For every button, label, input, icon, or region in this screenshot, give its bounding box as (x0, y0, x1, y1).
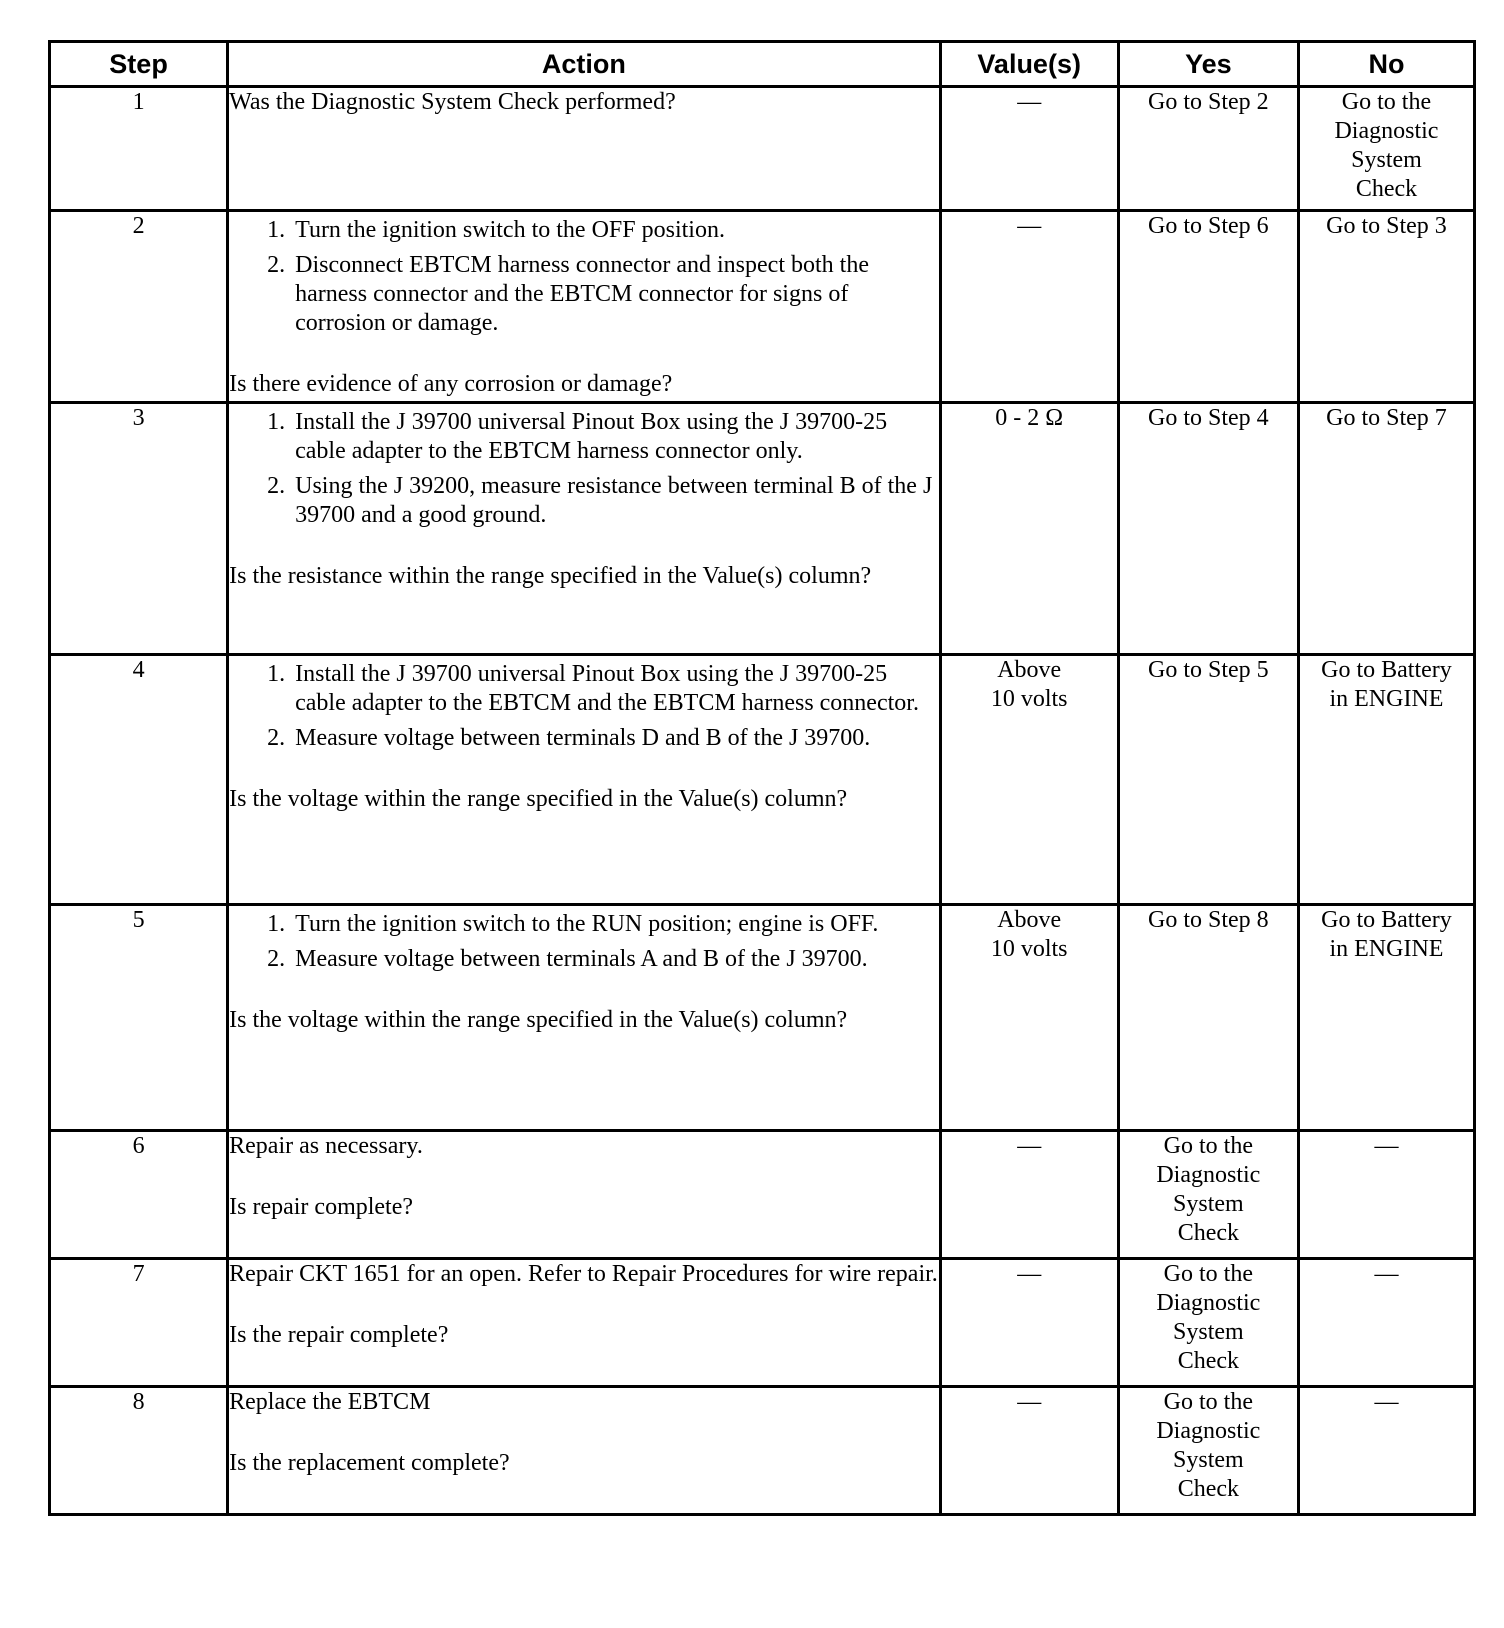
value-cell-line: — (1017, 1133, 1042, 1159)
value-cell-line: — (1017, 213, 1042, 239)
no-cell-line: in ENGINE (1329, 936, 1444, 962)
no-cell (1298, 655, 1474, 905)
yes-cell-line: Check (1177, 1476, 1239, 1502)
action-cell (228, 211, 941, 403)
yes-cell-line: System (1173, 1447, 1244, 1473)
table-row (50, 1131, 1475, 1259)
table-row (50, 403, 1475, 655)
table-row (50, 87, 1475, 211)
action-step-item: 2. Disconnect EBTCM harness connector and inspect both the harness connector and the EBTCM connector for signs of corrosion or damage. (291, 251, 939, 338)
table-row (50, 1387, 1475, 1515)
action-step-item: 2. Using the J 39200, measure resistance between terminal B of the J 39700 and a good ground. (291, 472, 939, 530)
yes-cell-line: Go to the (1163, 1261, 1253, 1287)
step-number: 4 (50, 655, 228, 905)
value-cell (940, 1259, 1118, 1387)
value-cell-line: — (1017, 1261, 1042, 1287)
action-cell (228, 655, 941, 905)
value-cell (940, 211, 1118, 403)
action-cell (228, 1131, 941, 1259)
step-number: 8 (50, 1387, 228, 1515)
no-cell-line: Check (1355, 176, 1418, 202)
step-number: 1 (50, 87, 228, 211)
no-cell (1298, 1259, 1474, 1387)
diagnostic-table (48, 40, 1476, 1516)
header-row (50, 42, 1475, 87)
no-cell-line: Go to Battery (1321, 907, 1452, 933)
table-row (50, 905, 1475, 1131)
table-row (50, 1259, 1475, 1387)
action-text: Repair CKT 1651 for an open. Refer to Repair Procedures for wire repair. (229, 1261, 938, 1287)
value-cell-line: 0 - 2 Ω (995, 405, 1064, 431)
header-action: Action (228, 42, 941, 87)
step-number: 6 (50, 1131, 228, 1259)
value-cell-line: — (1017, 1389, 1042, 1415)
yes-cell-line: System (1173, 1319, 1244, 1345)
value-cell (940, 1387, 1118, 1515)
no-cell (1298, 905, 1474, 1131)
no-cell-line: — (1374, 1133, 1399, 1159)
yes-cell (1118, 1259, 1298, 1387)
table-row (50, 655, 1475, 905)
no-cell (1298, 403, 1474, 655)
no-cell-line: Go to the (1341, 89, 1432, 115)
yes-cell-line: System (1173, 1191, 1244, 1217)
no-cell (1298, 1387, 1474, 1515)
header-values: Value(s) (940, 42, 1118, 87)
action-question: Is the replacement complete? (229, 1450, 510, 1476)
yes-cell-line: Diagnostic (1156, 1162, 1261, 1188)
action-question: Is the voltage within the range specified in the Value(s) column? (229, 1007, 848, 1033)
action-step-item: 2. Measure voltage between terminals A and B of the J 39700. (291, 945, 939, 974)
step-number: 3 (50, 403, 228, 655)
action-cell (228, 905, 941, 1131)
value-cell (940, 905, 1118, 1131)
no-cell-line: Go to Battery (1321, 657, 1452, 683)
value-cell (940, 655, 1118, 905)
value-cell-line: Above (997, 907, 1062, 933)
action-question: Is the voltage within the range specified in the Value(s) column? (229, 786, 848, 812)
no-cell-line: System (1351, 147, 1422, 173)
action-step-list (229, 910, 939, 974)
step-number: 2 (50, 211, 228, 403)
yes-cell (1118, 403, 1298, 655)
no-cell-line: — (1374, 1389, 1399, 1415)
yes-cell-line: Go to the (1163, 1133, 1253, 1159)
value-cell-line: 10 volts (990, 686, 1068, 712)
action-step-item: 1. Turn the ignition switch to the RUN position; engine is OFF. (291, 910, 939, 939)
header-yes: Yes (1118, 42, 1298, 87)
yes-cell (1118, 1387, 1298, 1515)
action-cell (228, 1387, 941, 1515)
action-cell (228, 403, 941, 655)
action-cell (228, 87, 941, 211)
step-number: 7 (50, 1259, 228, 1387)
value-cell (940, 1131, 1118, 1259)
yes-cell (1118, 1131, 1298, 1259)
action-step-list (229, 660, 939, 753)
yes-cell-line: Go to Step 6 (1148, 213, 1269, 239)
no-cell-line: Go to Step 7 (1326, 405, 1447, 431)
yes-cell-line: Go to Step 8 (1148, 907, 1269, 933)
action-question: Is repair complete? (229, 1194, 414, 1220)
no-cell (1298, 87, 1474, 211)
table-body (50, 87, 1475, 1515)
table-row (50, 211, 1475, 403)
no-cell (1298, 211, 1474, 403)
yes-cell-line: Check (1177, 1348, 1239, 1374)
no-cell (1298, 1131, 1474, 1259)
action-step-item: 1. Turn the ignition switch to the OFF position. (291, 216, 939, 245)
value-cell-line: — (1017, 89, 1042, 115)
action-step-item: 1. Install the J 39700 universal Pinout Box using the J 39700-25 cable adapter to the EBTCM and the EBTCM harness connector. (291, 660, 939, 718)
yes-cell-line: Go to Step 2 (1148, 89, 1269, 115)
action-question: Is the repair complete? (229, 1322, 449, 1348)
yes-cell-line: Go to the (1163, 1389, 1253, 1415)
yes-cell (1118, 655, 1298, 905)
value-cell-line: 10 volts (990, 936, 1068, 962)
action-step-item: 2. Measure voltage between terminals D and B of the J 39700. (291, 724, 939, 753)
yes-cell (1118, 87, 1298, 211)
header-step: Step (50, 42, 228, 87)
value-cell (940, 403, 1118, 655)
yes-cell-line: Go to Step 4 (1148, 405, 1269, 431)
action-step-list (229, 216, 939, 338)
no-cell-line: — (1374, 1261, 1399, 1287)
action-step-list (229, 408, 939, 530)
action-text: Was the Diagnostic System Check performed? (229, 89, 676, 115)
yes-cell-line: Go to Step 5 (1148, 657, 1269, 683)
step-number: 5 (50, 905, 228, 1131)
action-text: Repair as necessary. (229, 1133, 423, 1159)
action-cell (228, 1259, 941, 1387)
no-cell-line: Diagnostic (1334, 118, 1439, 144)
header-no: No (1298, 42, 1474, 87)
action-question: Is the resistance within the range specified in the Value(s) column? (229, 563, 872, 589)
yes-cell (1118, 905, 1298, 1131)
no-cell-line: Go to Step 3 (1326, 213, 1447, 239)
value-cell (940, 87, 1118, 211)
yes-cell-line: Diagnostic (1156, 1418, 1261, 1444)
action-text: Replace the EBTCM (229, 1389, 431, 1415)
yes-cell-line: Diagnostic (1156, 1290, 1261, 1316)
action-step-item: 1. Install the J 39700 universal Pinout Box using the J 39700-25 cable adapter to the EBTCM harness connector only. (291, 408, 939, 466)
action-question: Is there evidence of any corrosion or damage? (229, 371, 673, 397)
yes-cell-line: Check (1177, 1220, 1239, 1246)
yes-cell (1118, 211, 1298, 403)
no-cell-line: in ENGINE (1329, 686, 1444, 712)
value-cell-line: Above (997, 657, 1062, 683)
